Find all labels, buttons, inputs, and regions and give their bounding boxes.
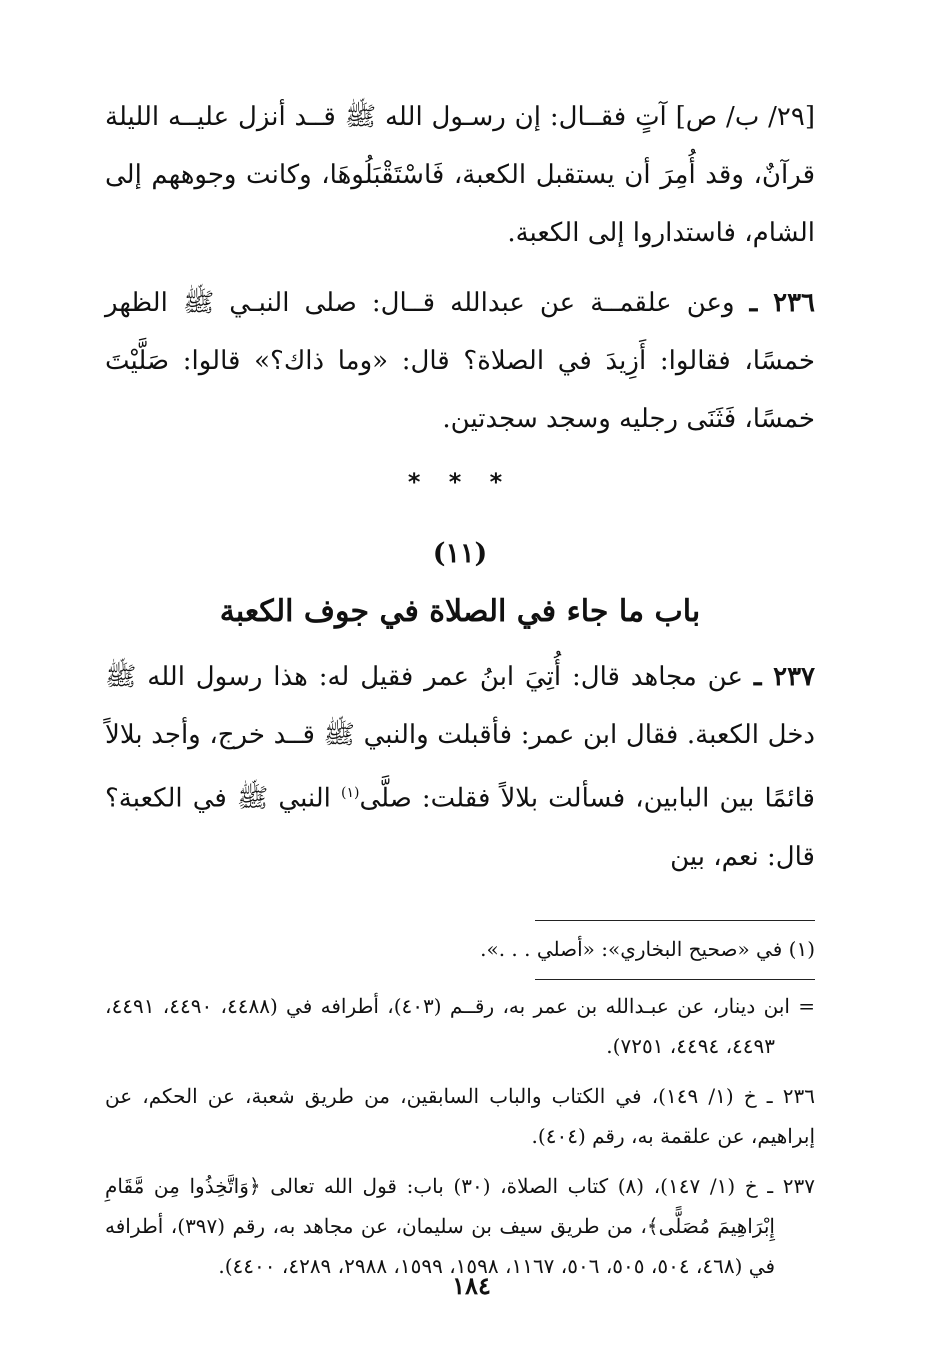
note-continuation: = ابن دينار، عن عبـدالله بن عمر به، رقــم (٤٠٣)، أطرافه في (٤٤٨٨، ٤٤٩٠، ٤٤٩١، ٤٤٩٣، ٤٤٩٤، ٧٢٥١). — [105, 993, 816, 1058]
footnote-marker: (١) — [341, 785, 360, 801]
hadith-text: عن مجاهد قال: أُتِيَ ابنُ عمر فقيل له: هذا رسول الله ﷺ دخل الكعبة. فقال ابن عمر: فأقبلت والنبي ﷺ قــد خرج، وأجد بلالاً قائمًا بين البابين، فسألت بلالاً فقلت: صلَّى — [105, 662, 815, 814]
section-separator: * * * — [407, 468, 513, 496]
note-236: ٢٣٦ ـ خ (١/ ١٤٩)، في الكتاب والباب السابقين، من طريق شعبة، عن الحكم، عن إبراهيم، عن علقمة به، رقم (٤٠٤). — [105, 1083, 815, 1148]
note-237: ٢٣٧ ـ خ (١/ ١٤٧)، (٨) كتاب الصلاة، (٣٠) باب: قول الله تعالى ﴿وَاتَّخِذُوا مِن مَّقَامِ إِبْرَاهِيمَ مُصَلًّى﴾، من طريق سيف بن سليمان، عن مجاهد به، رقم (٣٩٧)، أطرافه في (٤٦٨، ٥٠٤، ٥٠٥، ٥٠٦، ١١٦٧، ١٥٩٨، ١٥٩٩، ٢٩٨٨، ٤٢٨٩، ٤٤٠٠). — [105, 1173, 815, 1278]
source-notes — [105, 980, 815, 1286]
chapter-title: باب ما جاء في الصلاة في جوف الكعبة — [219, 594, 701, 629]
page-number: ١٨٤ — [452, 1271, 491, 1300]
footnote-1: (١) في «صحيح البخاري»: «أصلي . . .». — [480, 936, 815, 961]
hadith-number: ٢٣٧ ـ — [753, 662, 816, 692]
footnotes — [105, 921, 815, 971]
hadith-236 — [105, 274, 815, 448]
hadith-237 — [105, 648, 815, 886]
hadith-text: وعن علقمــة عن عبدالله قــال: صلى النبـي ﷺ الظهر خمسًا، فقالوا: أَزِيدَ في الصلاة؟ قال: «وما ذاك؟» قالوا: صَلَّيْتَ خمسًا، فَثَنَى رجليه وسجد سجدتين. — [105, 288, 815, 434]
paragraph-continuation: [٢٩/ ب/ ص] آتٍ فقــال: إن رسـول الله ﷺ قــد أنزل عليــه الليلة قرآنٌ، وقد أُمِرَ أن يستقبل الكعبة، فَاسْتَقْبَلُوهَا، وكانت وجوههم إلى الشام، فاستداروا إلى الكعبة. — [105, 102, 815, 248]
hadith-text-end: النبي ﷺ في الكعبة؟ قال: نعم، بين — [105, 783, 815, 872]
hadith-number: ٢٣٦ ـ — [749, 288, 816, 318]
chapter-number: (١١) — [432, 538, 488, 569]
main-text — [105, 88, 815, 886]
